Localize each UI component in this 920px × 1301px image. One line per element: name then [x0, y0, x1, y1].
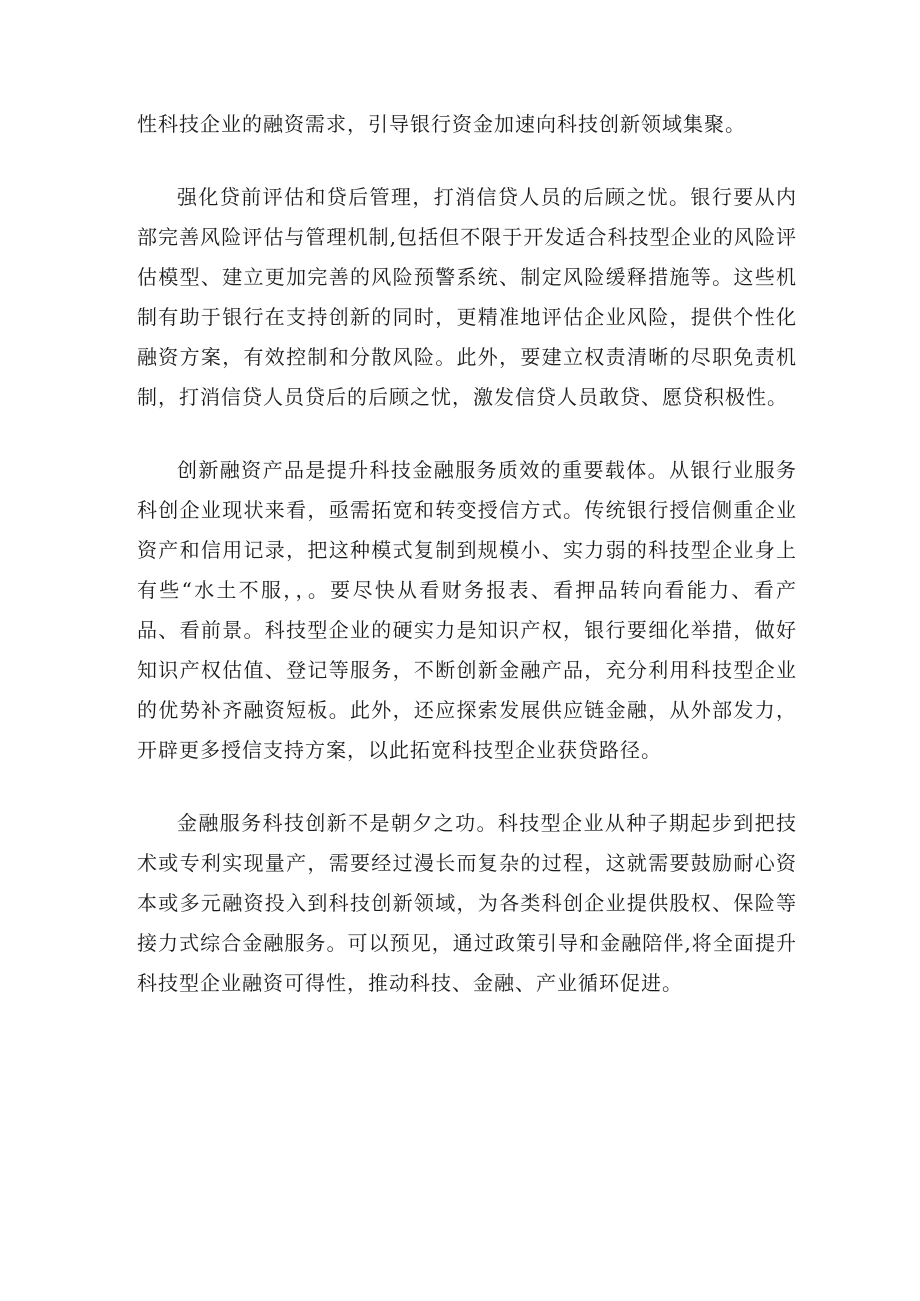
paragraph-financing-products: 创新融资产品是提升科技金融服务质效的重要载体。从银行业服务科创企业现状来看，亟需拓宽和转变授信方式。传统银行授信侧重企业资产和信用记录，把这种模式复制到规模小、实力弱的科技型企业身上有些“水土不服，，。要尽快从看财务报表、看押品转向看能力、看产品、看前景。科技型企业的硬实力是知识产权，银行要细化举措，做好知识产权估值、登记等服务，不断创新金融产品，充分利用科技型企业的优势补齐融资短板。此外，还应探索发展供应链金融，从外部发力，开辟更多授信支持方案，以此拓宽科技型企业获贷路径。 — [137, 458, 797, 762]
paragraph-gap — [137, 770, 797, 803]
paragraph-risk-management: 强化贷前评估和贷后管理，打消信贷人员的后顾之忧。银行要从内部完善风险评估与管理机制,包括但不限于开发适合科技型企业的风险评估模型、建立更加完善的风险预警系统、制定风险缓释措施等。这些机制有助于银行在支持创新的同时，更精准地评估企业风险，提供个性化融资方案，有效控制和分散风险。此外，要建立权责清晰的尽职免责机制，打消信贷人员贷后的后顾之忧，激发信贷人员敢贷、愿贷积极性。 — [137, 185, 797, 409]
paragraph-continuation: 性科技企业的融资需求，引导银行资金加速向科技创新领域集聚。 — [137, 112, 746, 136]
paragraph-gap — [137, 144, 797, 177]
paragraph-gap — [137, 417, 797, 450]
article-body — [137, 104, 797, 1003]
paragraph-patient-capital: 金融服务科技创新不是朝夕之功。科技型企业从种子期起步到把技术或专利实现量产，需要经过漫长而复杂的过程，这就需要鼓励耐心资本或多元融资投入到科技创新领域，为各类科创企业提供股权、保险等接力式综合金融服务。可以预见，通过政策引导和金融陪伴,将全面提升科技型企业融资可得性，推动科技、金融、产业循环促进。 — [137, 811, 797, 995]
